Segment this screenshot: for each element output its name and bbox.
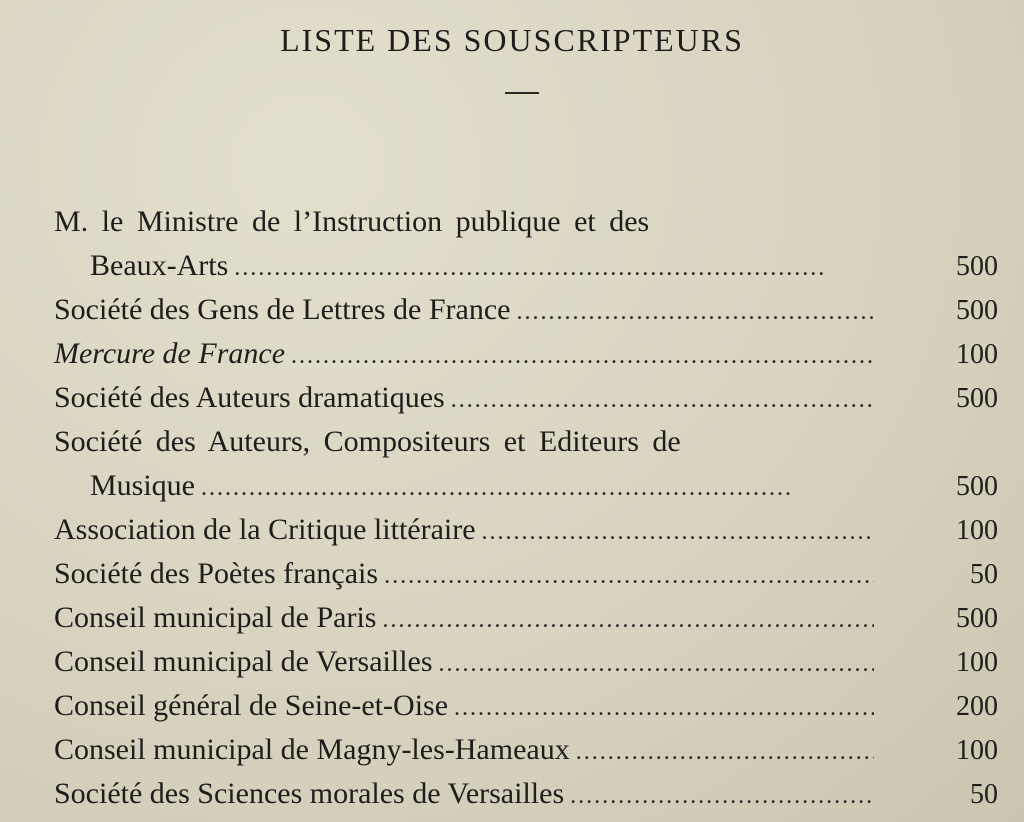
list-item [54,376,998,420]
dot-leader [576,730,874,774]
dot-leader [382,598,874,642]
subscriber-name: Musique [90,469,195,502]
subscriber-name: Société des Sciences morales de Versailles [54,777,565,810]
entry-line1: M. le Ministre de l’Instruction publique et des [54,205,650,238]
subscriber-name: Société des Poètes français [54,557,379,590]
list-item [54,420,998,508]
page-title: LISTE DES SOUSCRIPTEURS [280,22,744,58]
dot-leader [291,334,874,378]
subscription-amount: 500 [956,603,998,634]
title-separator [505,92,539,94]
dot-leader [234,246,874,290]
subscriber-name: Conseil municipal de Versailles [54,645,433,678]
subscription-amount: 100 [956,339,998,370]
subscription-amount: 100 [956,647,998,678]
list-item [54,772,998,816]
entry-line1: Société des Auteurs, Compositeurs et Editeurs de [54,425,681,458]
list-item [54,200,998,288]
list-item [54,288,998,332]
dot-leader [451,378,874,422]
subscriber-name: Association de la Critique littéraire [54,513,476,546]
list-item [54,640,998,684]
subscriber-name: Mercure de France [54,337,286,370]
subscription-amount: 200 [956,691,998,722]
subscriber-name: Conseil municipal de Paris [54,601,377,634]
subscription-amount: 100 [956,515,998,546]
subscription-amount: 50 [970,559,998,590]
subscription-amount: 500 [956,295,998,326]
subscription-amount: 500 [956,471,998,502]
list-item [54,728,998,772]
subscription-amount: 50 [970,779,998,810]
dot-leader [439,642,874,686]
list-item [54,552,998,596]
dot-leader [454,686,874,730]
subscriber-name: Société des Auteurs dramatiques [54,381,445,414]
subscriber-list [54,200,998,816]
list-item [54,508,998,552]
dot-leader [570,774,874,818]
subscriber-name: Société des Gens de Lettres de France [54,293,511,326]
dot-leader [482,510,874,554]
dot-leader [384,554,874,598]
subscription-amount: 500 [956,383,998,414]
subscriber-name: Conseil général de Seine-et-Oise [54,689,449,722]
list-item [54,332,998,376]
subscription-amount: 500 [956,251,998,282]
list-item [54,684,998,728]
list-item [54,596,998,640]
subscriber-name: Conseil municipal de Magny-les-Hameaux [54,733,570,766]
dot-leader [517,290,875,334]
subscription-amount: 100 [956,735,998,766]
subscriber-name: Beaux-Arts [90,249,229,282]
dot-leader [201,466,874,510]
